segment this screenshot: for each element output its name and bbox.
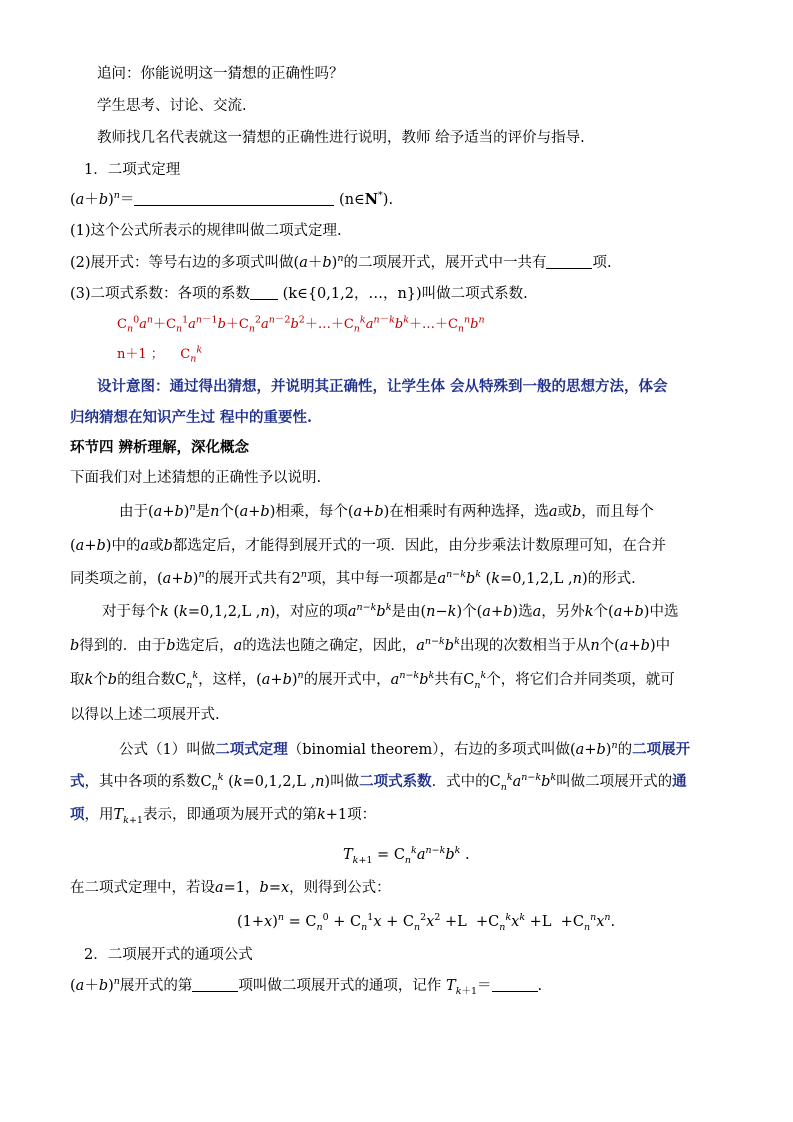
item-3: (3)二项式系数：各项的系数 (k∈{0,1,2，…，n})叫做二项式系数.: [70, 286, 528, 302]
answer-expansion: $C_n^0a^n+C_n^1a^{n-1}b+C_n^2a^{n-2}b^2+\dots+C_n^ka^{n-k}b^k+\dots+C_n^nb^n$: [117, 314, 485, 335]
para3-line3: 项，用$T_{k+1}$表示，即通项为展开式的第k+1项：: [70, 806, 377, 826]
p3: 教师找几名代表就这一猜想的正确性进行说明，教师 给予适当的评价与指导.: [97, 130, 585, 146]
p2: 学生思考、讨论、交流.: [97, 98, 247, 114]
para2-line3: 取k个b的组合数$C_n^k$，这样，$(a+b)^n$的展开式中，$a^{n-k}b^k$共有$C_n^k$个，将它们合并同类项，就可: [70, 670, 675, 691]
para2-line1: 对于每个k (k=0,1,2,L ,n)，对应的项$a^{n-k}b^k$是由(n−k)个(a+b)选a，另外k个(a+b)中选: [102, 602, 679, 620]
answer-count: n＋1 ； $C_n^k$: [117, 344, 203, 365]
para3-line1: 公式（1）叫做二项式定理（binomial theorem），右边的多项式叫做$(a+b)^n$的二项展开: [119, 740, 691, 758]
para2-line2: b得到的．由于b选定后，a的选法也随之确定，因此，$a^{n-k}b^k$出现的次数相当于从n个(a+b)中: [70, 636, 671, 654]
general-term-blank: $(a+b)^n$展开式的第 项叫做二项展开式的通项，记作 $T_{k+1}=$ .: [70, 976, 543, 997]
special-formula: $(1+x)^n = C_n^0 + C_n^1x + C_n^2x^2 +L +C_n^kx^k +L +C_n^nx^n$.: [237, 912, 616, 933]
intro: 下面我们对上述猜想的正确性予以说明.: [70, 470, 322, 486]
design-intent-1: 设计意图：通过得出猜想，并说明其正确性，让学生体 会从特殊到一般的思想方法，体会: [97, 378, 668, 395]
p1: 追问：你能说明这一猜想的正确性吗？: [97, 66, 344, 82]
section-4-heading: 环节四 辨析理解，深化概念: [70, 439, 250, 456]
heading-binomial-theorem: 1．二项式定理: [84, 162, 181, 178]
para4: 在二项式定理中，若设a=1，b=x，则得到公式：: [70, 880, 391, 896]
para3-line2: 式，其中各项的系数$C_n^k$ (k=0,1,2,L ,n)叫做二项式系数．式中的$C_n^ka^{n-k}b^k$叫做二项展开式的通: [70, 772, 687, 793]
item-1: (1)这个公式所表示的规律叫做二项式定理.: [70, 223, 342, 239]
formula-1: $(a+b)^n=$ (n∈N*).: [70, 190, 394, 208]
para1-line2: (a+b)中的a或b都选定后，才能得到展开式的一项．因此，由分步乘法计数原理可知，在合并: [70, 538, 666, 554]
para1-line3: 同类项之前，$(a+b)^n$的展开式共有2$^n$项，其中每一项都是$a^{n-k}b^k$ (k=0,1,2,L ,n)的形式.: [70, 569, 636, 587]
para2-line4: 以得以上述二项展开式.: [70, 707, 220, 723]
item-2: (2)展开式：等号右边的多项式叫做$(a+b)^n$的二项展开式，展开式中一共有 项.: [70, 253, 612, 271]
heading-general-term: 2．二项展开式的通项公式: [84, 947, 253, 963]
design-intent-2: 归纳猜想在知识产生过 程中的重要性.: [70, 409, 313, 426]
para1-line1: 由于$(a+b)^n$是n个(a+b)相乘，每个(a+b)在相乘时有两种选择，选a或b，而且每个: [119, 502, 654, 520]
general-term-formula: $T_{k+1} = C_n^ka^{n-k}b^k$ .: [343, 845, 470, 866]
